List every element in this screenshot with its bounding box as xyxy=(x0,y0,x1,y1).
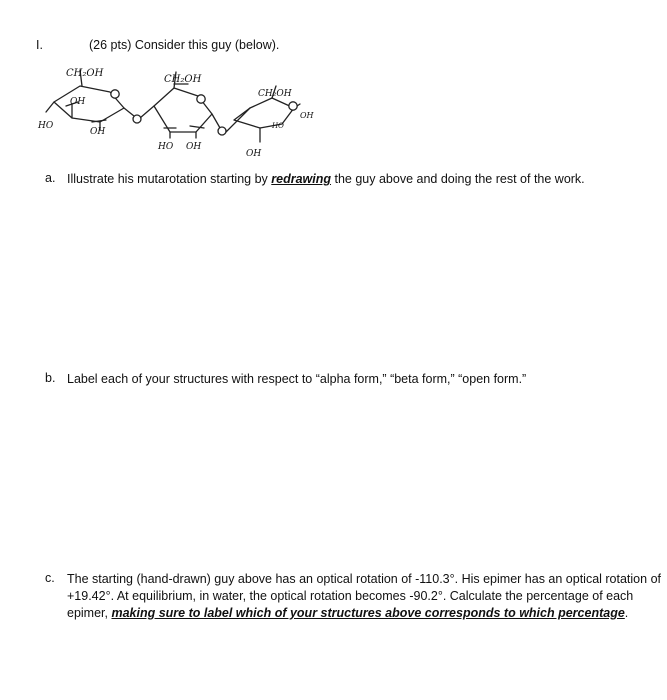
hand-drawn-trisaccharide xyxy=(36,56,326,166)
part-b-label: b. xyxy=(45,371,56,385)
part-a-label: a. xyxy=(45,171,56,185)
ring-oxygen-3 xyxy=(289,102,297,110)
ring-3 xyxy=(234,98,294,128)
ring-3-ho-inner: HO xyxy=(272,122,284,130)
part-c-emphasis: making sure to label which of your structures above corresponds to which percentage xyxy=(111,606,625,620)
part-c-label: c. xyxy=(45,571,55,585)
ring-3-oh-right: OH xyxy=(300,111,314,120)
ring-oxygen-2 xyxy=(197,95,205,103)
part-a-emphasis: redrawing xyxy=(271,172,332,186)
ring-2-ch2oh: CH₂OH xyxy=(164,74,202,85)
glycosidic-oxygen-1 xyxy=(133,115,141,123)
part-c-text: The starting (hand-drawn) guy above has an optical rotation of -110.3°. His epimer has an optical rotation of +19.42°. At equilibrium, in water, the optical rotation becomes -90.2°. Calculate the percentage of each epimer, making sure to label which of your structures above corresponds to which percentage. xyxy=(67,572,661,620)
ring-3-oh-bottom: OH xyxy=(246,149,262,159)
ring-1-oh-inner: OH xyxy=(70,97,86,107)
ring-oxygen-1 xyxy=(111,90,119,98)
ring-3-ch2oh: CH₂OH xyxy=(258,89,292,99)
ring-1-oh-bottom: OH xyxy=(90,127,106,137)
part-a-text: Illustrate his mutarotation starting by redrawing the guy above and doing the rest of the work. xyxy=(67,172,585,186)
ring-1-ch2oh: CH₂OH xyxy=(66,68,104,79)
ring-2-oh: OH xyxy=(186,142,202,152)
question-title: (26 pts) Consider this guy (below). xyxy=(89,38,280,52)
part-b-text: Label each of your structures with respect to “alpha form,” “beta form,” “open form.” xyxy=(67,372,527,386)
question-number: I. xyxy=(36,38,43,52)
ring-2 xyxy=(154,88,212,132)
glycosidic-oxygen-2 xyxy=(218,127,226,135)
ring-2-ho: HO xyxy=(158,142,174,152)
ring-1-ho-left: HO xyxy=(38,121,54,131)
